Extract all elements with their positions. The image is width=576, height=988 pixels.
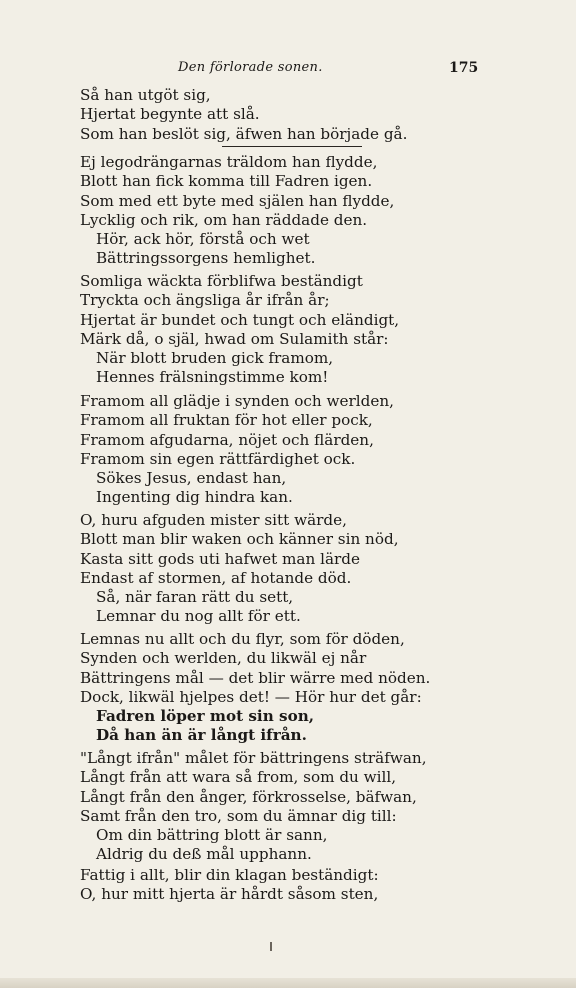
verse-line: Framom sin egen rättfärdighet ock. (80, 449, 356, 468)
page-number: 175 (449, 60, 479, 76)
verse-line: Synden och werlden, du likwäl ej når (80, 649, 367, 668)
stanza (80, 392, 394, 508)
verse-line: Så, när faran rätt du sett, (96, 588, 294, 607)
verse-line: Hjertat begynte att slå. (80, 105, 260, 124)
verse-line: Tryckta och ängsliga år ifrån år; (80, 291, 330, 310)
stanza (80, 630, 430, 746)
verse-line: Då han än är långt ifrån. (96, 726, 307, 745)
page-bottom-edge (0, 978, 576, 988)
verse-line: Långt från att wara så from, som du will, (80, 768, 397, 787)
verse-line: Framom all glädje i synden och werlden, (80, 392, 394, 410)
verse-line: Fadren löper mot sin son, (96, 707, 315, 726)
verse-line: Hjertat är bundet och tungt och eländigt, (80, 310, 400, 329)
verse-line: Fattig i allt, blir din klagan beständigt: (80, 866, 379, 884)
stanza (80, 272, 399, 388)
stanza (80, 153, 394, 269)
verse-line: Ej legodrängarnas träldom han flydde, (80, 153, 378, 171)
verse-line: Bättringssorgens hemlighet. (96, 249, 316, 268)
verse-line: O, hur mitt hjerta är hårdt såsom sten, (80, 885, 379, 904)
verse-line: Framom all fruktan för hot eller pock, (80, 411, 373, 430)
verse-line: Framom afgudarna, nöjet och flärden, (80, 430, 374, 449)
verse-line: När blott bruden gick framom, (96, 349, 334, 368)
verse-line: Blott han fick komma till Fadren igen. (80, 172, 373, 191)
verse-line: Kasta sitt gods uti hafwet man lärde (80, 549, 360, 568)
section-divider (222, 146, 362, 147)
verse-line: Aldrig du deß mål upphann. (96, 845, 312, 864)
stanza (80, 511, 399, 627)
verse-line: Så han utgöt sig, (80, 86, 211, 104)
verse-line: Blott man blir waken och känner sin nöd, (80, 530, 399, 549)
verse-line: Ingenting dig hindra kan. (96, 488, 293, 507)
stanza (80, 749, 427, 865)
verse-line: Som han beslöt sig, äfwen han började gå. (80, 124, 408, 143)
verse-line: Lemnas nu allt och du flyr, som för döden, (80, 630, 405, 648)
verse-line: Samt från den tro, som du ämnar dig till: (80, 806, 397, 825)
verse-line: "Långt ifrån" målet för bättringens sträfwan, (80, 749, 427, 767)
verse-line: Sökes Jesus, endast han, (96, 469, 287, 488)
running-title: Den förlorade sonen. (178, 60, 323, 75)
verse-line: Märk då, o själ, hwad om Sulamith står: (80, 329, 389, 348)
verse-line: Långt från den ånger, förkrosselse, bäfwan, (80, 787, 417, 806)
verse-line: Lemnar du nog allt för ett. (96, 607, 301, 626)
verse-line: O, huru afguden mister sitt wärde, (80, 511, 347, 529)
stanza (80, 86, 407, 144)
verse-line: Endast af stormen, af hotande död. (80, 568, 352, 587)
verse-line: Hör, ack hör, förstå och wet (96, 230, 310, 249)
verse-line: Hennes frälsningstimme kom! (96, 368, 329, 387)
verse-line: Lycklig och rik, om han räddade den. (80, 210, 368, 229)
stanza (80, 866, 379, 905)
print-mark (270, 942, 272, 951)
verse-line: Somliga wäckta förblifwa beständigt (80, 272, 363, 290)
verse-line: Om din bättring blott är sann, (96, 826, 328, 845)
verse-line: Bättringens mål — det blir wärre med nöden. (80, 668, 431, 687)
page-header (0, 60, 576, 82)
verse-line: Dock, likwäl hjelpes det! — Hör hur det går: (80, 687, 422, 706)
verse-line: Som med ett byte med själen han flydde, (80, 191, 395, 210)
